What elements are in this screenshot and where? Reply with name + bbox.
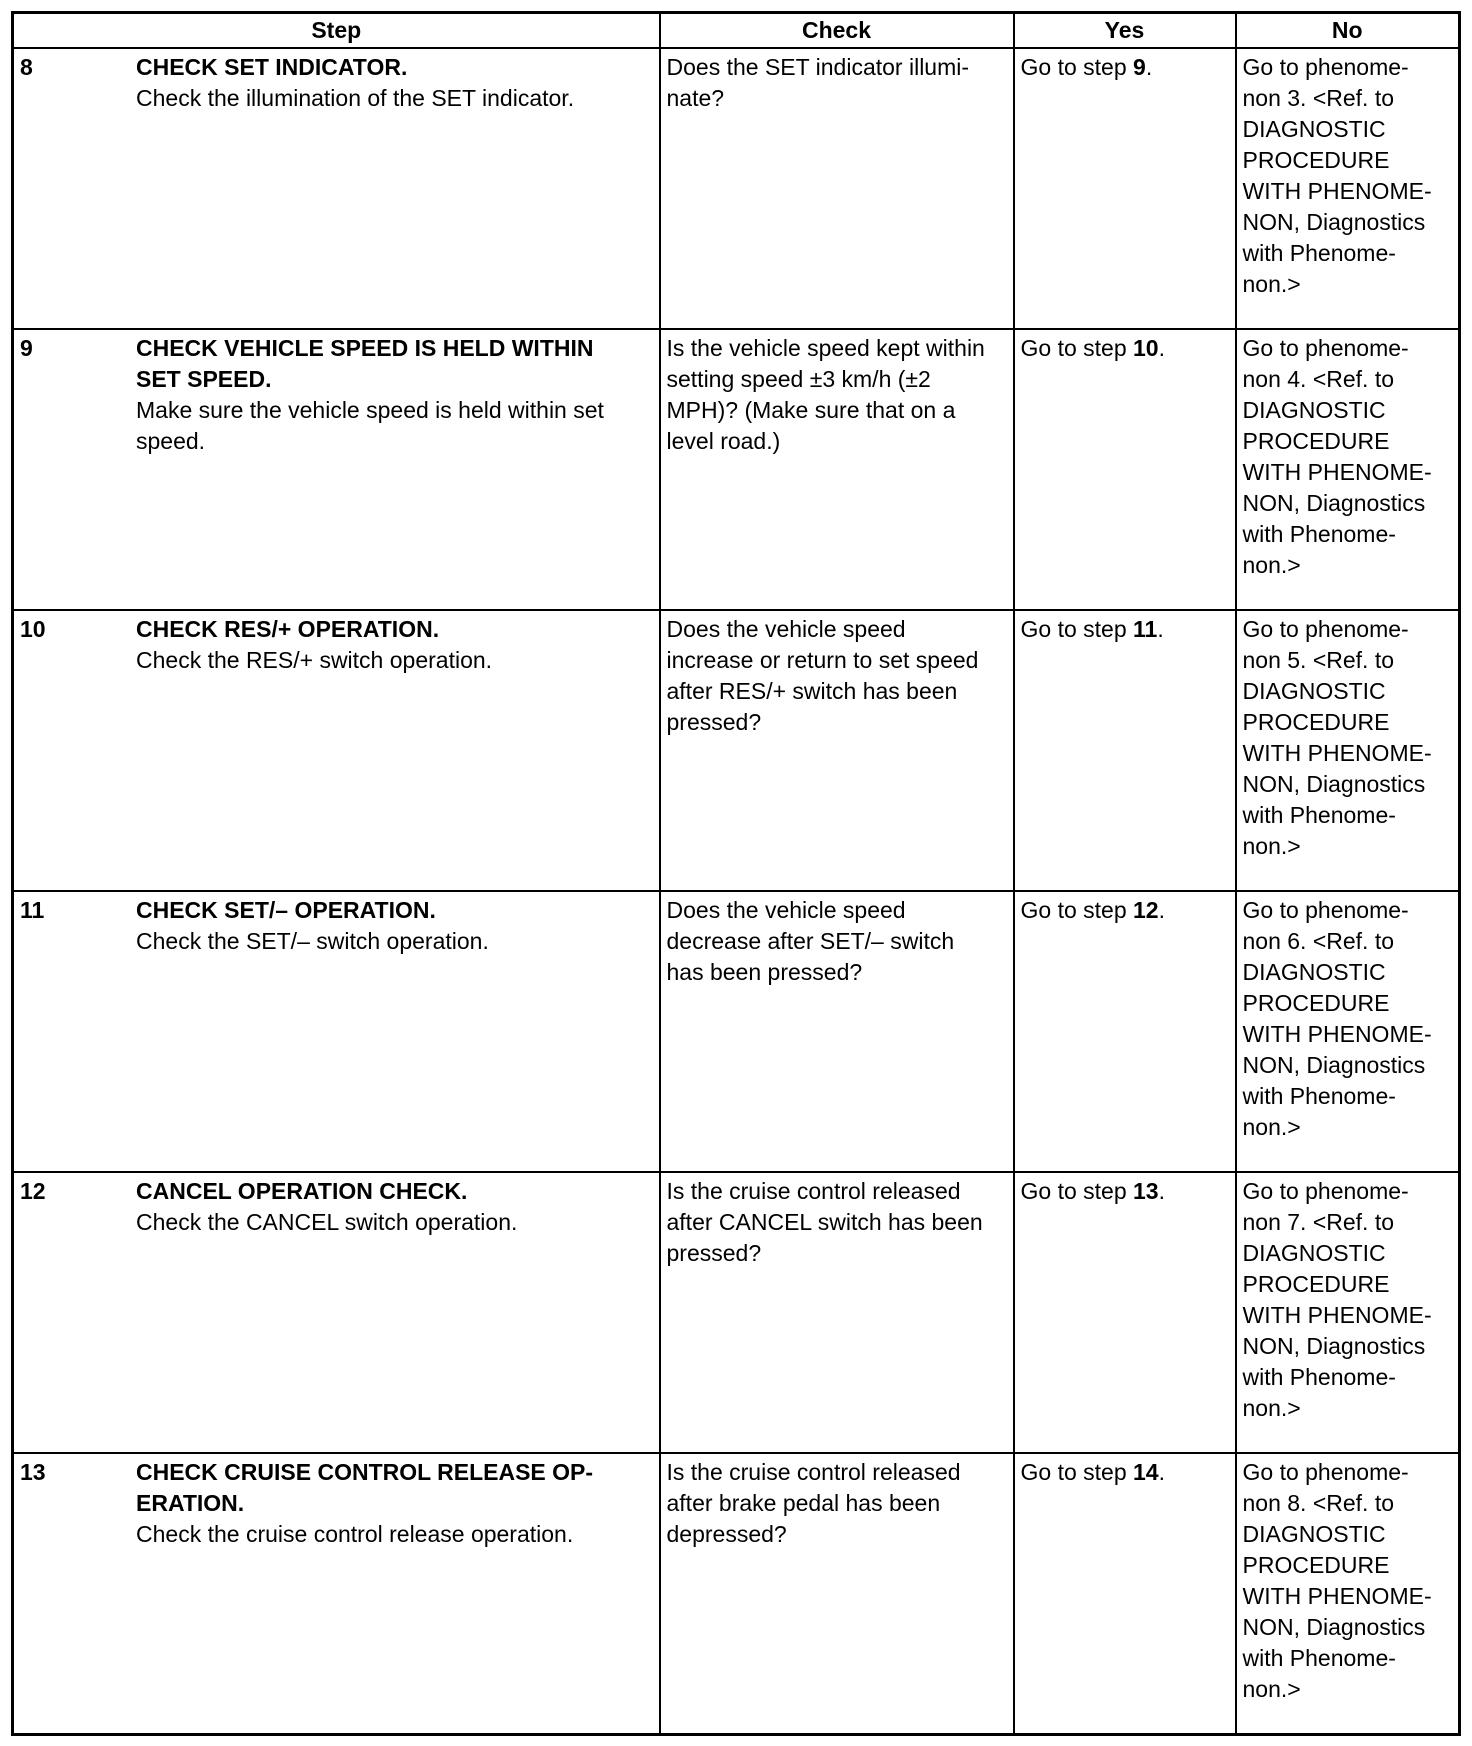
no-line: Go to phenome- [1242,1178,1409,1204]
step-description-line: Check the illumination of the SET indicator. [136,85,575,111]
no-line: WITH PHENOME- [1242,1302,1432,1328]
step-body [136,1176,651,1238]
check-line: decrease after SET/– switch [666,928,955,954]
step-number: 8 [20,54,33,80]
table-body [13,48,1460,1734]
no-cell [1236,1453,1460,1734]
step-title [136,614,651,645]
yes-prefix: Go to step [1020,1459,1134,1485]
no-line: with Phenome- [1242,521,1396,547]
step-description [136,1207,651,1238]
no-cell [1236,610,1460,891]
no-line: NON, Diagnostics [1242,1333,1426,1359]
check-line: nate? [666,85,725,111]
step-description-line: Check the CANCEL switch operation. [136,1209,518,1235]
step-cell [13,1453,660,1734]
no-line: NON, Diagnostics [1242,1614,1426,1640]
step-description-line: speed. [136,428,206,454]
step-title-line: CHECK SET INDICATOR. [136,54,408,80]
step-cell [13,1172,660,1453]
no-line: non.> [1242,1676,1301,1702]
yes-cell [1014,1172,1236,1453]
step-title-line: SET SPEED. [136,366,272,392]
check-line: Does the SET indicator illumi- [666,54,970,80]
no-line: PROCEDURE [1242,147,1390,173]
no-line: non.> [1242,833,1301,859]
check-line: pressed? [666,709,762,735]
step-description-line: Check the cruise control release operation. [136,1521,574,1547]
no-line: non.> [1242,552,1301,578]
check-line: increase or return to set speed [666,647,979,673]
yes-cell [1014,891,1236,1172]
no-line: with Phenome- [1242,1645,1396,1671]
header-yes: Yes [1014,13,1236,49]
yes-step-number: 9 [1133,54,1146,80]
no-cell [1236,891,1460,1172]
yes-suffix: . [1158,1459,1165,1485]
no-line: Go to phenome- [1242,616,1409,642]
no-line: with Phenome- [1242,802,1396,828]
yes-suffix: . [1158,897,1165,923]
check-line: Is the cruise control released [666,1178,961,1204]
check-line: after CANCEL switch has been [666,1209,983,1235]
no-line: PROCEDURE [1242,1552,1390,1578]
yes-step-number: 11 [1133,616,1158,642]
check-line: MPH)? (Make sure that on a [666,397,956,423]
header-check: Check [660,13,1014,49]
no-line: NON, Diagnostics [1242,771,1426,797]
check-line: Is the vehicle speed kept within [666,335,985,361]
yes-prefix: Go to step [1020,1178,1134,1204]
yes-step-number: 12 [1133,897,1159,923]
no-line: DIAGNOSTIC [1242,116,1386,142]
table-row [13,610,1460,891]
no-cell [1236,48,1460,329]
step-title [136,333,651,395]
step-title [136,52,651,83]
yes-cell [1014,1453,1236,1734]
no-cell [1236,1172,1460,1453]
no-line: non 6. <Ref. to [1242,928,1395,954]
no-line: PROCEDURE [1242,709,1390,735]
step-number: 9 [20,335,33,361]
step-number: 10 [20,616,46,642]
yes-suffix: . [1157,616,1164,642]
step-description [136,645,651,676]
table-header-row [13,13,1460,49]
step-description [136,926,651,957]
no-line: WITH PHENOME- [1242,1021,1432,1047]
check-line: Does the vehicle speed [666,616,906,642]
no-line: Go to phenome- [1242,1459,1409,1485]
header-step: Step [13,13,660,49]
check-cell [660,1453,1014,1734]
check-line: after RES/+ switch has been [666,678,958,704]
check-cell [660,1172,1014,1453]
yes-suffix: . [1158,335,1165,361]
no-line: PROCEDURE [1242,1271,1390,1297]
table-row [13,1453,1460,1734]
no-line: NON, Diagnostics [1242,209,1426,235]
yes-step-number: 13 [1133,1178,1159,1204]
no-line: non 7. <Ref. to [1242,1209,1395,1235]
step-cell [13,329,660,610]
no-line: DIAGNOSTIC [1242,959,1386,985]
step-title-line: CHECK CRUISE CONTROL RELEASE OP- [136,1459,594,1485]
step-cell [13,48,660,329]
table-row [13,1172,1460,1453]
table-row [13,891,1460,1172]
no-line: DIAGNOSTIC [1242,397,1386,423]
no-line: WITH PHENOME- [1242,740,1432,766]
table-row [13,48,1460,329]
yes-prefix: Go to step [1020,54,1134,80]
yes-prefix: Go to step [1020,335,1134,361]
step-body [136,1457,651,1550]
table-row [13,329,1460,610]
no-line: Go to phenome- [1242,897,1409,923]
step-title-line: CHECK RES/+ OPERATION. [136,616,440,642]
check-line: has been pressed? [666,959,863,985]
step-description [136,395,651,457]
check-cell [660,610,1014,891]
no-line: with Phenome- [1242,1364,1396,1390]
no-line: WITH PHENOME- [1242,178,1432,204]
no-line: WITH PHENOME- [1242,1583,1432,1609]
check-cell [660,891,1014,1172]
step-number: 13 [20,1459,46,1485]
step-title-line: ERATION. [136,1490,245,1516]
check-line: level road.) [666,428,781,454]
step-number: 11 [20,897,45,923]
no-line: with Phenome- [1242,240,1396,266]
step-body [136,614,651,676]
check-line: depressed? [666,1521,787,1547]
no-line: non 8. <Ref. to [1242,1490,1395,1516]
diagnostic-table [11,11,1461,1736]
step-cell [13,610,660,891]
no-line: Go to phenome- [1242,54,1409,80]
no-line: Go to phenome- [1242,335,1409,361]
step-title [136,1176,651,1207]
no-line: PROCEDURE [1242,428,1390,454]
check-cell [660,48,1014,329]
no-line: non 5. <Ref. to [1242,647,1395,673]
no-line: DIAGNOSTIC [1242,678,1386,704]
no-line: non.> [1242,1114,1301,1140]
yes-prefix: Go to step [1020,897,1134,923]
yes-step-number: 14 [1133,1459,1159,1485]
step-title [136,895,651,926]
step-title [136,1457,651,1519]
yes-suffix: . [1158,1178,1165,1204]
step-number: 12 [20,1178,46,1204]
no-line: DIAGNOSTIC [1242,1521,1386,1547]
no-line: with Phenome- [1242,1083,1396,1109]
yes-suffix: . [1145,54,1153,80]
no-line: DIAGNOSTIC [1242,1240,1386,1266]
check-line: after brake pedal has been [666,1490,941,1516]
check-line: Does the vehicle speed [666,897,906,923]
step-title-line: CHECK SET/– OPERATION. [136,897,436,923]
no-line: NON, Diagnostics [1242,490,1426,516]
no-line: PROCEDURE [1242,990,1390,1016]
yes-cell [1014,48,1236,329]
step-body [136,895,651,957]
yes-cell [1014,610,1236,891]
no-cell [1236,329,1460,610]
step-description-line: Check the SET/– switch operation. [136,928,489,954]
step-body [136,333,651,457]
check-line: Is the cruise control released [666,1459,961,1485]
step-description-line: Make sure the vehicle speed is held within set [136,397,604,423]
step-title-line: CHECK VEHICLE SPEED IS HELD WITHIN [136,335,594,361]
step-body [136,52,651,114]
no-line: non.> [1242,1395,1301,1421]
check-line: setting speed ±3 km/h (±2 [666,366,931,392]
no-line: WITH PHENOME- [1242,459,1432,485]
no-line: non 3. <Ref. to [1242,85,1395,111]
yes-step-number: 10 [1133,335,1159,361]
yes-cell [1014,329,1236,610]
no-line: NON, Diagnostics [1242,1052,1426,1078]
step-description-line: Check the RES/+ switch operation. [136,647,493,673]
header-no: No [1236,13,1460,49]
no-line: non.> [1242,271,1301,297]
check-cell [660,329,1014,610]
step-description [136,83,651,114]
yes-prefix: Go to step [1020,616,1134,642]
check-line: pressed? [666,1240,762,1266]
no-line: non 4. <Ref. to [1242,366,1395,392]
step-cell [13,891,660,1172]
step-title-line: CANCEL OPERATION CHECK. [136,1178,468,1204]
step-description [136,1519,651,1550]
